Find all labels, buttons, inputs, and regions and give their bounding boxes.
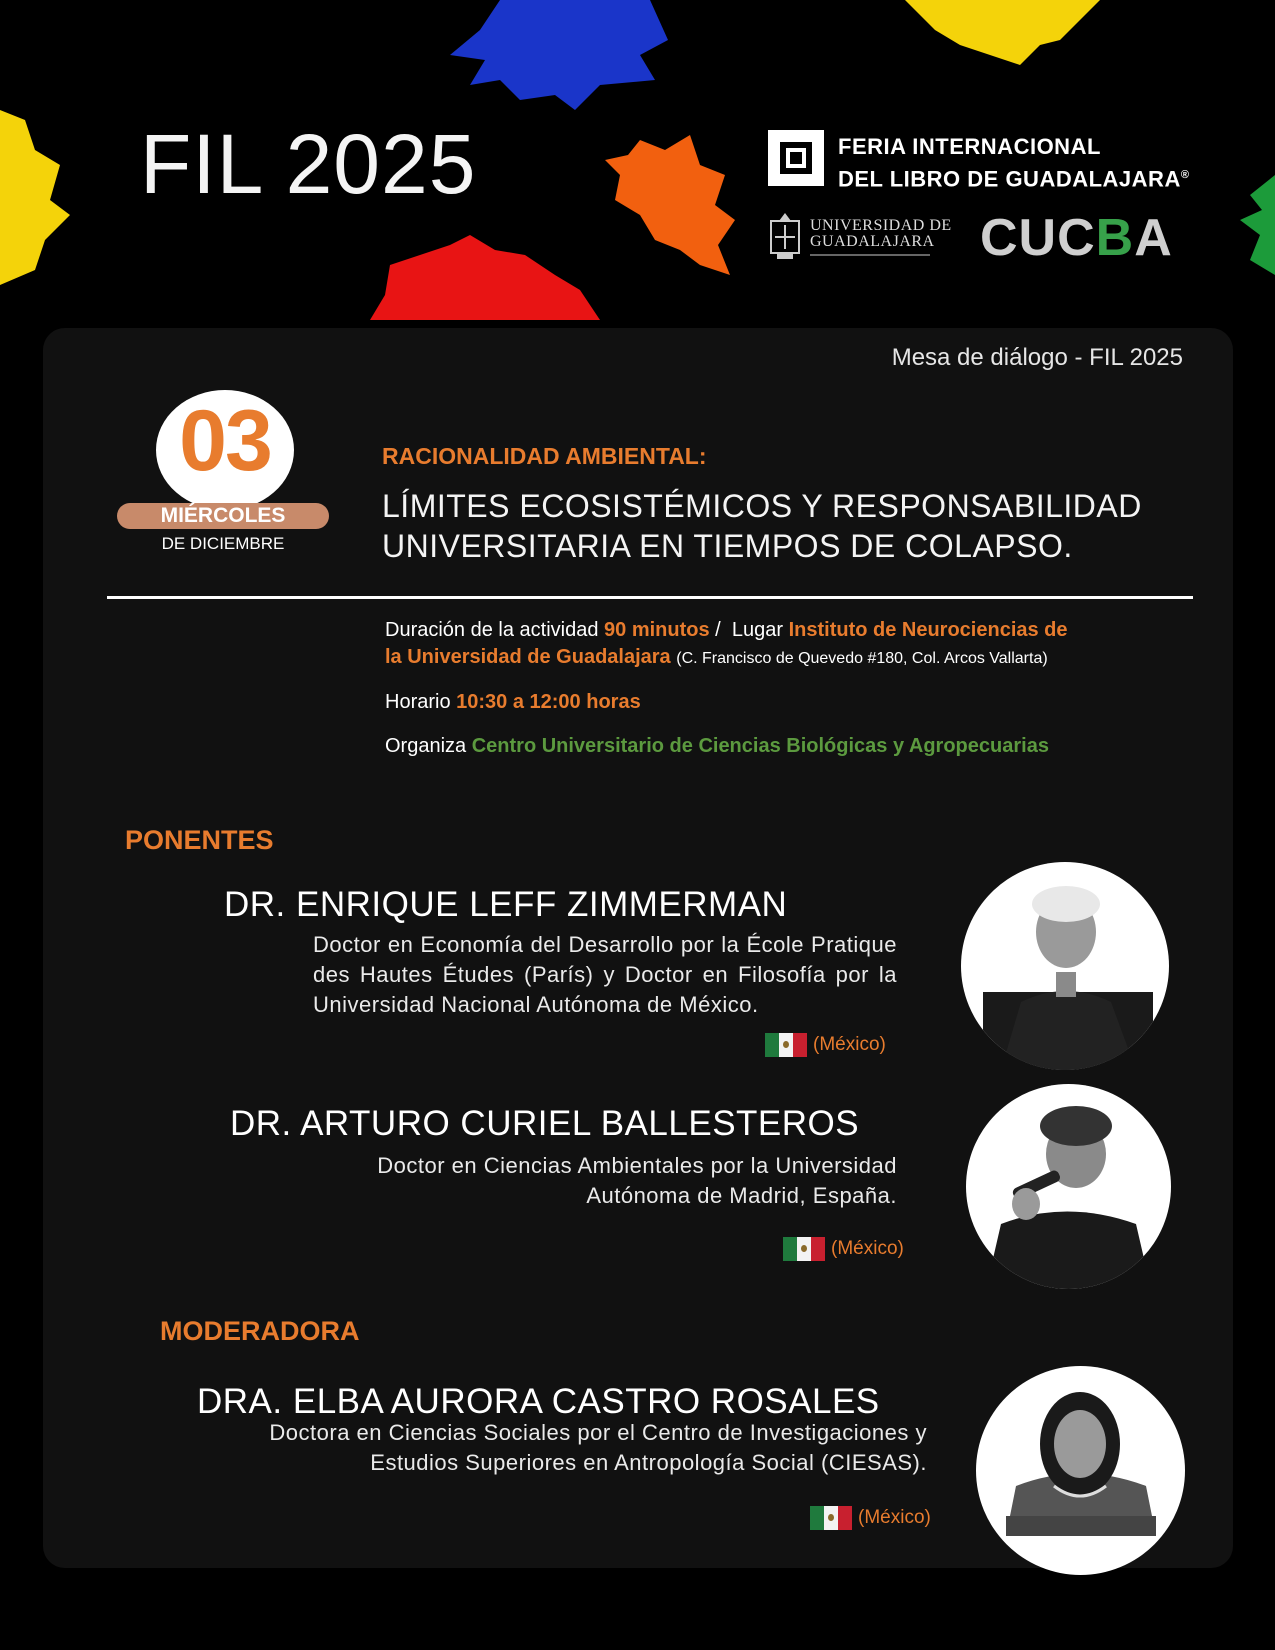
fair-name-line2: DEL LIBRO DE GUADALAJARA®: [838, 166, 1190, 192]
speaker-name: DR. ARTURO CURIEL BALLESTEROS: [230, 1104, 860, 1143]
green-splash-right: [1240, 175, 1275, 275]
mexico-flag-icon: [765, 1033, 807, 1057]
speaker-bio: Doctor en Economía del Desarrollo por la École Pratique des Hautes Études (París) y Doctor en Filosofía por la Universidad Nacional Autónoma de México.: [313, 932, 897, 1017]
organizer-info: Organiza Centro Universitario de Ciencias Biológicas y Agropecuarias: [385, 735, 1049, 757]
moderator-heading: MODERADORA: [160, 1316, 360, 1346]
yellow-splash-left: [0, 110, 70, 285]
speaker-photo-avatar: [961, 862, 1169, 1070]
speaker-country: (México): [783, 1237, 904, 1261]
orange-splash: [605, 135, 735, 275]
speaker-name: DR. ENRIQUE LEFF ZIMMERMAN: [224, 885, 788, 924]
yellow-splash-top: [905, 0, 1100, 65]
speaker-photo-avatar: [966, 1084, 1171, 1289]
university-name: UNIVERSIDAD DE GUADALAJARA: [810, 218, 952, 256]
month-label: DE DICIEMBRE: [161, 534, 285, 553]
moderator-name: DRA. ELBA AURORA CASTRO ROSALES: [197, 1382, 880, 1421]
moderator-photo-avatar: [976, 1366, 1185, 1575]
schedule-info: Horario 10:30 a 12:00 horas: [385, 691, 641, 713]
moderator-bio: Doctora en Ciencias Sociales por el Centro de Investigaciones y Estudios Superiores en Antropología Social (CIESAS).: [269, 1420, 927, 1475]
cucba-logo: CUCBA: [980, 209, 1173, 267]
day-number: 03: [179, 393, 271, 489]
person-silhouette-icon: [961, 862, 1169, 1070]
weekday-badge: MIÉRCOLES: [117, 503, 329, 529]
speakers-heading: PONENTES: [125, 825, 274, 855]
blue-splash: [450, 0, 668, 110]
event-type: Mesa de diálogo - FIL 2025: [891, 344, 1183, 371]
person-silhouette-icon: [976, 1366, 1185, 1575]
fil-logo-icon: [768, 130, 824, 186]
divider: [107, 596, 1193, 599]
mexico-flag-icon: [810, 1506, 852, 1530]
mexico-flag-icon: [783, 1237, 825, 1261]
person-silhouette-icon: [966, 1084, 1171, 1289]
fair-name-line1: FERIA INTERNACIONAL: [838, 134, 1101, 159]
title-kicker: RACIONALIDAD AMBIENTAL:: [382, 443, 707, 469]
fil-title: FIL 2025: [140, 117, 477, 211]
red-splash: [370, 235, 600, 320]
moderator-country: (México): [810, 1506, 931, 1530]
speaker-country: (México): [765, 1033, 886, 1057]
speaker-bio: Doctor en Ciencias Ambientales por la Universidad Autónoma de Madrid, España.: [377, 1153, 897, 1208]
duration-place-info: Duración de la actividad 90 minutos / Lugar Instituto de Neurociencias de la Universidad de Guadalajara (C. Francisco de Quevedo #180, Col. Arcos Vallarta): [385, 619, 1068, 668]
fair-name: [838, 133, 1189, 193]
event-title: LÍMITES ECOSISTÉMICOS Y RESPONSABILIDAD UNIVERSITARIA EN TIEMPOS DE COLAPSO.: [382, 488, 1142, 564]
university-seal-icon: [765, 213, 805, 261]
